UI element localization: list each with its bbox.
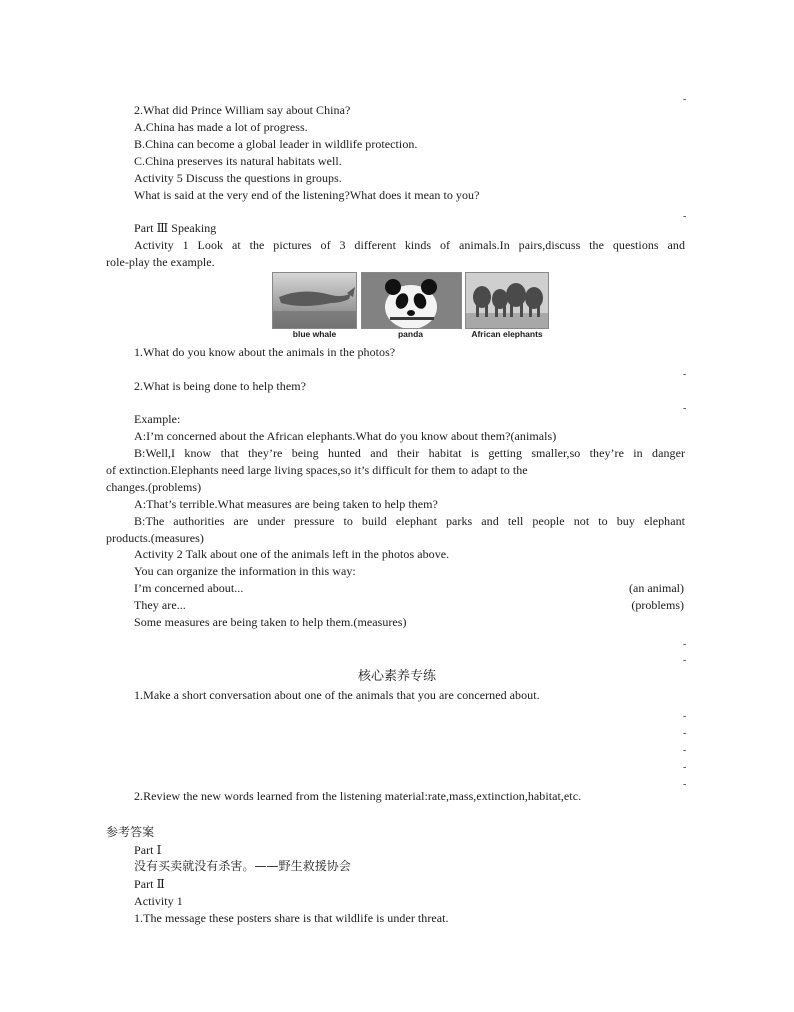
part-3-heading: Part Ⅲ Speaking xyxy=(134,221,217,235)
margin-mark: - xyxy=(683,639,687,650)
answer-1: 1.The message these posters share is that wildlife is under threat. xyxy=(134,911,449,925)
example-line-b1: B:Well,I know that they’re being hunted and their habitat is getting smaller,so they’re in danger xyxy=(134,446,685,460)
answers-slogan: 没有买卖就没有杀害。——野生救援协会 xyxy=(134,859,351,873)
margin-mark: - xyxy=(683,403,687,414)
panda-photo xyxy=(361,272,462,329)
discussion-question-2: 2.What is being done to help them? xyxy=(134,379,306,393)
organize-instructions: You can organize the information in this way: xyxy=(134,564,356,578)
margin-mark: - xyxy=(683,94,687,105)
activity-5-question: What is said at the very end of the listening?What does it mean to you? xyxy=(134,188,480,202)
example-line-b1-cont: of extinction.Elephants need large living spaces,so it’s difficult for them to adapt to the xyxy=(106,463,528,477)
option-a: A.China has made a lot of progress. xyxy=(134,120,308,134)
activity-2-heading: Activity 2 Talk about one of the animals left in the photos above. xyxy=(134,547,450,561)
margin-mark: - xyxy=(683,211,687,222)
photo-caption: African elephants xyxy=(471,329,543,339)
frame-line-3: Some measures are being taken to help them.(measures) xyxy=(134,615,407,629)
frame-note-1: (an animal) xyxy=(629,581,684,595)
margin-mark: - xyxy=(683,728,687,739)
section-title: 核心素养专练 xyxy=(357,669,436,684)
answers-activity-1: Activity 1 xyxy=(134,894,183,908)
option-c: C.China preserves its natural habitats well. xyxy=(134,154,342,168)
example-line-b2-cont: products.(measures) xyxy=(106,531,204,545)
margin-mark: - xyxy=(683,762,687,773)
activity-1-instructions-cont: role-play the example. xyxy=(106,255,215,269)
margin-mark: - xyxy=(683,745,687,756)
example-line-b2: B:The authorities are under pressure to build elephant parks and tell people not to buy elephant xyxy=(134,514,685,528)
activity-1-instructions: Activity 1 Look at the pictures of 3 different kinds of animals.In pairs,discuss the questions and xyxy=(134,238,685,252)
photo-caption: panda xyxy=(397,329,424,339)
discussion-question-1: 1.What do you know about the animals in the photos? xyxy=(134,345,396,359)
example-line-a2: A:That’s terrible.What measures are being taken to help them? xyxy=(134,497,438,511)
answers-part-1: Part Ⅰ xyxy=(134,843,162,857)
margin-mark: - xyxy=(683,369,687,380)
elephants-photo xyxy=(465,272,549,329)
core-task-2: 2.Review the new words learned from the listening material:rate,mass,extinction,habitat,etc. xyxy=(134,789,582,803)
frame-line-1: I’m concerned about... xyxy=(134,581,244,595)
example-label: Example: xyxy=(134,412,181,426)
frame-note-2: (problems) xyxy=(631,598,684,612)
answers-heading: 参考答案 xyxy=(106,825,155,839)
question-2: 2.What did Prince William say about China? xyxy=(134,103,351,117)
activity-5-heading: Activity 5 Discuss the questions in groups. xyxy=(134,171,342,185)
margin-mark: - xyxy=(683,711,687,722)
answers-part-2: Part Ⅱ xyxy=(134,877,165,891)
frame-line-2: They are... xyxy=(134,598,186,612)
margin-mark: - xyxy=(683,655,687,666)
example-line-b1-end: changes.(problems) xyxy=(106,480,202,494)
core-task-1: 1.Make a short conversation about one of the animals that you are concerned about. xyxy=(134,688,540,702)
option-b: B.China can become a global leader in wildlife protection. xyxy=(134,137,418,151)
photo-caption: blue whale xyxy=(292,329,337,339)
margin-mark: - xyxy=(683,779,687,790)
example-line-a1: A:I’m concerned about the African elephants.What do you know about them?(animals) xyxy=(134,429,557,443)
blue-whale-photo xyxy=(272,272,357,329)
